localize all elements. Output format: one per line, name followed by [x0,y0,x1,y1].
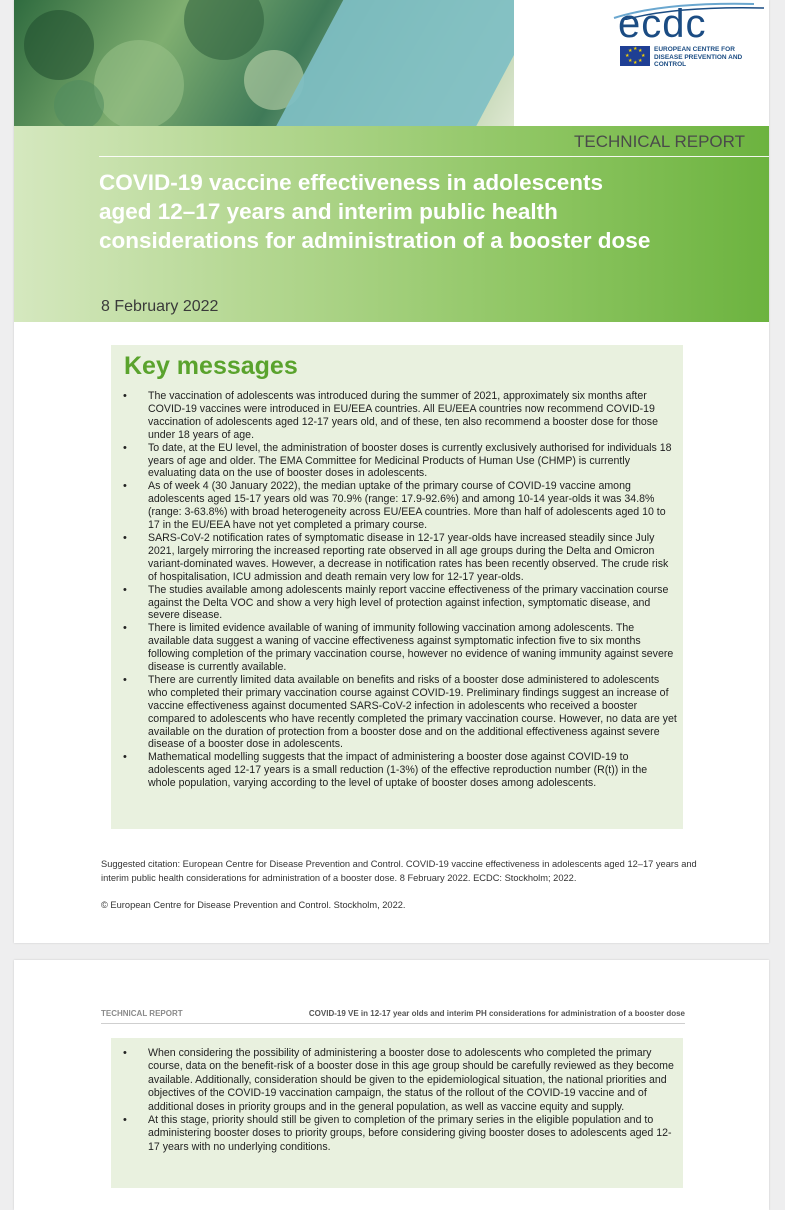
cover-image [14,0,514,126]
list-item: • The vaccination of adolescents was introduced during the summer of 2021, approximately six months after COVID-19 vaccines were introduced in EU/EEA countries. All EU/EEA countries now recommend COVID-19 vaccination of adolescents aged 12-17 years old, and of these, ten also recommend a booster dose for those under 18 years of age. [111,390,677,442]
key-messages-list [111,390,677,790]
logo-subtitle: EUROPEAN CENTRE FOR DISEASE PREVENTION AND CONTROL [654,46,743,68]
list-item: • When considering the possibility of administering a booster dose to adolescents who completed the primary course, data on the benefit-risk of a booster dose in this age group should be carefully reviewed as they become available. Additionally, consideration should be given to the epidemiological situation, the national priorities and objectives of the COVID-19 vaccination campaign, the status of the rollout of the COVID-19 vaccine and of additional doses in priority groups and in the general population, as well as vaccine equity and supply. [111,1047,677,1114]
logo-wordmark: ecdc [618,2,707,46]
key-messages-box [111,345,683,829]
report-type-label: TECHNICAL REPORT [574,132,745,151]
key-messages-continued-list [111,1047,677,1154]
suggested-citation: Suggested citation: European Centre for Disease Prevention and Control. COVID-19 vaccine effectiveness in adolescents aged 12–17 years and interim public health considerations for administration of a booster dose. 8 February 2022. ECDC: Stockholm; 2022. [101,859,697,883]
document-page-2 [14,960,769,1210]
list-item: • Mathematical modelling suggests that the impact of administering a booster dose against COVID-19 to adolescents aged 12-17 years is a small reduction (1-3%) of the effective reproduction number (R(t)) in the whole population, varying according to the level of uptake of booster doses among adolescents. [111,751,677,790]
ecdc-logo [514,0,769,126]
running-header-right: COVID-19 VE in 12-17 year olds and interim PH considerations for administration of a booster dose [308,1009,685,1018]
list-item: • There are currently limited data available on benefits and risks of a booster dose administered to adolescents who completed their primary vaccination course against COVID-19. Preliminary findings suggest an increase of vaccine effectiveness against documented SARS-CoV-2 infection in adolescents who received a booster compared to adolescents who have recently completed the primary vaccination course. However, no data are yet available on the duration of protection from a booster dose and on the additional effectiveness against severe disease of a booster dose in adolescents. [111,674,677,751]
running-header-left: TECHNICAL REPORT [101,1009,183,1018]
running-header [101,1009,685,1024]
title-band [14,126,769,322]
list-item: • SARS-CoV-2 notification rates of symptomatic disease in 12-17 year-olds have increased steadily since July 2021, largely mirroring the increased reporting rate observed in all age groups during the Delta and Omicron variant-dominated waves. However, a decrease in notification rates has been recently observed. The crude risk of hospitalisation, ICU admission and death remain very low for 12-17 year-olds. [111,532,677,584]
header-rule [99,156,769,157]
document-title: COVID-19 vaccine effectiveness in adolescents aged 12–17 years and interim public health considerations for administration of a booster dose [99,170,651,253]
copyright-notice: © European Centre for Disease Prevention and Control. Stockholm, 2022. [101,900,406,910]
document-page-1 [14,0,769,943]
list-item: • There is limited evidence available of waning of immunity following vaccination among adolescents. The available data suggest a waning of vaccine effectiveness against symptomatic infection five to six months following completion of the primary vaccination course, however no evidence of waning immunity against severe disease is currently available. [111,622,677,674]
key-messages-continued-box [111,1038,683,1188]
eu-flag-icon: ★ ★ ★ ★ ★ ★ ★ ★ [620,46,650,66]
list-item: • The studies available among adolescents mainly report vaccine effectiveness of the primary vaccination course against the Delta VOC and show a very high level of protection against infection, symptomatic disease, and severe disease. [111,584,677,623]
list-item: • To date, at the EU level, the administration of booster doses is currently exclusively authorised for individuals 18 years of age and older. The EMA Committee for Medicinal Products of Human Use (CHMP) is currently evaluating data on the use of booster doses in adolescents. [111,442,677,481]
list-item: • As of week 4 (30 January 2022), the median uptake of the primary course of COVID-19 vaccine among adolescents aged 15-17 years old was 70.9% (range: 17.9-92.6%) and among 10-14 year-olds it was 34.8% (range: 3-63.8%) with broad heterogeneity across EU/EEA countries. More than half of adolescents aged 10 to 17 in the EU/EEA have not yet completed a primary course. [111,480,677,532]
key-messages-heading: Key messages [124,352,298,380]
publication-date: 8 February 2022 [101,298,219,315]
list-item: • At this stage, priority should still be given to completion of the primary series in the eligible population and to administering booster doses to priority groups, before considering giving booster doses to adolescents aged 12-17 years with no underlying conditions. [111,1114,677,1154]
